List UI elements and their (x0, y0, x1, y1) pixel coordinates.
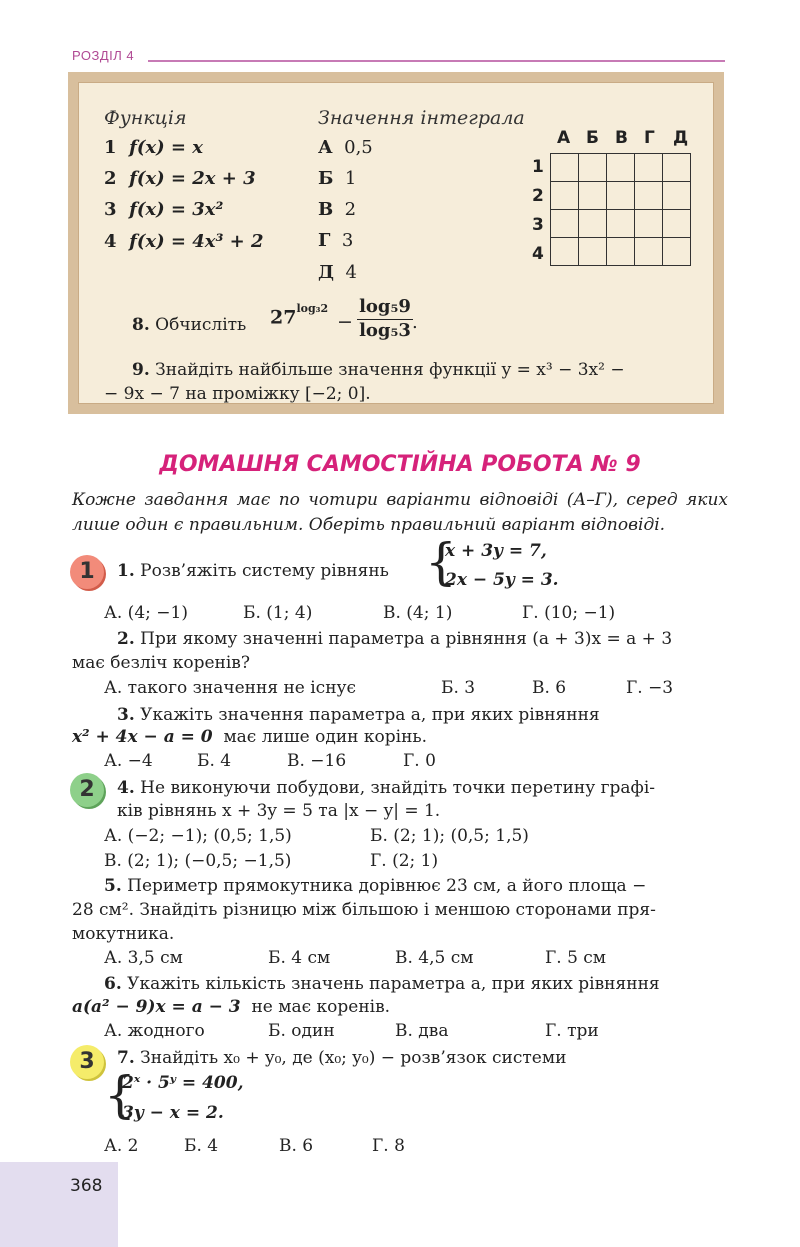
level-badge-3: 3 (70, 1045, 104, 1079)
q3-line2 (72, 725, 427, 750)
answer-option[interactable]: Б. 4 (184, 1136, 219, 1156)
system-equation-2: 2x − 5y = 3. (445, 570, 559, 590)
grid-cell[interactable] (663, 238, 691, 266)
grid-cell[interactable] (635, 238, 663, 266)
answer-option[interactable]: Б. (2; 1); (0,5; 1,5) (370, 826, 529, 846)
grid-cell[interactable] (607, 154, 635, 182)
level-badge-1: 1 (70, 555, 104, 589)
grid-row-label: 2 (532, 186, 544, 206)
answer-option[interactable]: В. 6 (532, 678, 567, 698)
q7-line1 (117, 1046, 725, 1071)
grid-row-label: 1 (532, 157, 544, 177)
q4-line1 (117, 776, 725, 801)
grid-cell[interactable] (579, 154, 607, 182)
page-corner-tab (0, 1162, 118, 1247)
function-number: 4 (104, 231, 117, 252)
grid-col-label: А (557, 128, 571, 148)
value-text: 3 (341, 230, 354, 251)
value-letter: А (318, 137, 333, 158)
question-text: Знайдіть x₀ + y₀, де (x₀; y₀) − розв’язок системи (140, 1048, 567, 1068)
equation: x² + 4x − a = 0 (72, 727, 213, 747)
grid-cell[interactable] (551, 154, 579, 182)
value-text: 2 (344, 199, 357, 220)
grid-row-labels (532, 157, 544, 273)
fraction (357, 296, 413, 341)
task-number: 8. (132, 315, 150, 335)
level-badge-2: 2 (70, 773, 104, 807)
grid-row-label: 3 (532, 215, 544, 235)
power-exponent: log₃2 (296, 302, 329, 315)
answer-option[interactable]: Б. один (268, 1021, 335, 1041)
answer-option[interactable]: Г. −3 (626, 678, 674, 698)
grid-col-label: В (615, 128, 628, 148)
task-9-line1 (132, 358, 698, 383)
grid-cell[interactable] (607, 210, 635, 238)
function-expr: f(x) = 2x + 3 (129, 168, 256, 189)
question-text: Периметр прямокутника дорівнює 23 см, а його площа − (127, 876, 647, 896)
value-e (318, 262, 357, 283)
answer-option[interactable]: В. (4; 1) (383, 603, 453, 623)
answer-option[interactable]: Б. 4 см (268, 948, 331, 968)
answer-option[interactable]: Г. 5 см (545, 948, 607, 968)
question-number: 5. (104, 876, 122, 896)
fraction-denominator: log₅3 (357, 319, 413, 341)
answer-option[interactable]: В. −16 (287, 751, 347, 771)
grid-cell[interactable] (635, 210, 663, 238)
task-9-line2: − 9x − 7 на проміжку [−2; 0]. (104, 384, 371, 404)
grid-cell[interactable] (579, 182, 607, 210)
value-text: 4 (345, 262, 357, 283)
answer-option[interactable]: Г. (10; −1) (522, 603, 616, 623)
task-8 (132, 313, 246, 338)
equation: a(a² − 9)x = a − 3 (72, 997, 241, 1017)
value-letter: Г (318, 230, 331, 251)
answer-option[interactable]: Г. 8 (372, 1136, 405, 1156)
value-text: 0,5 (344, 137, 373, 158)
question-text: не має коренів. (251, 997, 391, 1017)
q6-line1 (104, 972, 725, 997)
answer-option[interactable]: В. 4,5 см (395, 948, 474, 968)
task-8-power (270, 302, 329, 329)
answer-option[interactable]: А. жодного (104, 1021, 205, 1041)
function-1 (104, 137, 203, 158)
system-brace: { (425, 533, 457, 591)
q5-line2: 28 см². Знайдіть різницю між більшою і меншою сторонами пря- (72, 900, 656, 920)
grid-cell[interactable] (663, 210, 691, 238)
q5-line3: мокутника. (72, 924, 175, 944)
grid-cell[interactable] (551, 238, 579, 266)
grid-col-label: Б (586, 128, 599, 148)
grid-cell[interactable] (579, 210, 607, 238)
grid-row-label: 4 (532, 244, 544, 264)
question-text: Розв’яжіть систему рівнянь (140, 561, 389, 581)
system-equation-1: x + 3y = 7, (445, 541, 547, 561)
question-text: має лише один корінь. (223, 727, 428, 747)
system-brace: { (104, 1066, 136, 1124)
q4-line2: ків рівнянь x + 3y = 5 та |x − y| = 1. (117, 801, 441, 821)
grid-cell[interactable] (635, 182, 663, 210)
value-b (318, 168, 356, 189)
answer-option[interactable]: А. такого значення не існує (104, 678, 357, 698)
answer-option[interactable]: А. (4; −1) (104, 603, 188, 623)
grid-cell[interactable] (607, 182, 635, 210)
grid-cell[interactable] (551, 210, 579, 238)
task-text: Знайдіть найбільше значення функції y = x³ − 3x² − (155, 360, 625, 380)
answer-option[interactable]: Б. (1; 4) (243, 603, 313, 623)
q4-answers (104, 824, 724, 874)
minus-sign: − (337, 311, 353, 333)
answer-option[interactable]: Г. 0 (403, 751, 436, 771)
system-equation-2: 3y − x = 2. (122, 1103, 224, 1123)
answer-option[interactable]: Г. три (545, 1021, 599, 1041)
answer-option[interactable]: В. два (395, 1021, 449, 1041)
page-number: 368 (70, 1176, 103, 1196)
question-number: 3. (117, 705, 135, 725)
question-number: 4. (117, 778, 135, 798)
value-d (318, 230, 353, 251)
function-4 (104, 231, 263, 252)
grid-cell[interactable] (635, 154, 663, 182)
grid-cell[interactable] (607, 238, 635, 266)
function-column-header: Функція (104, 107, 187, 129)
answer-option[interactable]: Б. 3 (441, 678, 476, 698)
value-a (318, 137, 373, 158)
value-letter: Б (318, 168, 334, 189)
question-text: Укажіть значення параметра a, при яких рівняння (140, 705, 600, 725)
grid-col-label: Г (644, 128, 655, 148)
answer-option[interactable]: А. (−2; −1); (0,5; 1,5) (104, 826, 292, 846)
question-text: Не виконуючи побудови, знайдіть точки перетину графі- (140, 778, 656, 798)
function-expr: f(x) = 4x³ + 2 (129, 231, 264, 252)
task-number: 9. (132, 360, 150, 380)
value-c (318, 199, 356, 220)
answer-option[interactable]: Г. (2; 1) (370, 851, 439, 871)
answer-option[interactable]: А. 3,5 см (104, 948, 183, 968)
answer-option[interactable]: Б. 4 (197, 751, 232, 771)
value-text: 1 (344, 168, 357, 189)
answer-option[interactable]: В. (2; 1); (−0,5; −1,5) (104, 851, 292, 871)
grid-cell[interactable] (663, 154, 691, 182)
q2-line1 (117, 627, 725, 652)
grid-cell[interactable] (551, 182, 579, 210)
intro-text: Кожне завдання має по чотири варіанти відповіді (А–Г), серед яких лише один є правильним. Оберіть правильний варіант відповіді. (72, 490, 728, 535)
answer-option[interactable]: А. 2 (104, 1136, 139, 1156)
system-equation-1: 2ˣ · 5ʸ = 400, (122, 1073, 244, 1093)
function-3 (104, 199, 223, 220)
answer-option[interactable]: А. −4 (104, 751, 153, 771)
power-base: 27 (270, 306, 297, 329)
answer-grid (550, 153, 691, 266)
function-number: 2 (104, 168, 117, 189)
task-text: Обчисліть (155, 315, 247, 335)
function-number: 1 (104, 137, 117, 158)
section-label: РОЗДІЛ 4 (72, 48, 135, 63)
function-expr: f(x) = 3x² (129, 199, 224, 220)
question-number: 7. (117, 1048, 135, 1068)
question-number: 1. (117, 561, 135, 581)
q5-line1 (104, 874, 725, 899)
q1-text (117, 559, 389, 584)
value-letter: Д (318, 262, 335, 283)
value-letter: В (318, 199, 334, 220)
answer-option[interactable]: В. 6 (279, 1136, 314, 1156)
q6-line2 (72, 995, 390, 1020)
function-expr: f(x) = x (129, 137, 203, 158)
grid-cell[interactable] (579, 238, 607, 266)
integral-column-header: Значення інтеграла (318, 107, 525, 129)
question-number: 2. (117, 629, 135, 649)
function-2 (104, 168, 256, 189)
fraction-numerator: log₅9 (359, 296, 411, 317)
question-text: При якому значенні параметра a рівняння (a + 3)x = a + 3 (140, 629, 673, 649)
grid-col-label: Д (673, 128, 689, 148)
question-text: Укажіть кількість значень параметра a, при яких рівняння (127, 974, 660, 994)
section-divider (148, 60, 725, 62)
grid-cell[interactable] (663, 182, 691, 210)
page-title: ДОМАШНЯ САМОСТІЙНА РОБОТА № 9 (159, 452, 641, 477)
q2-line2: має безліч коренів? (72, 653, 250, 673)
question-number: 6. (104, 974, 122, 994)
function-number: 3 (104, 199, 117, 220)
